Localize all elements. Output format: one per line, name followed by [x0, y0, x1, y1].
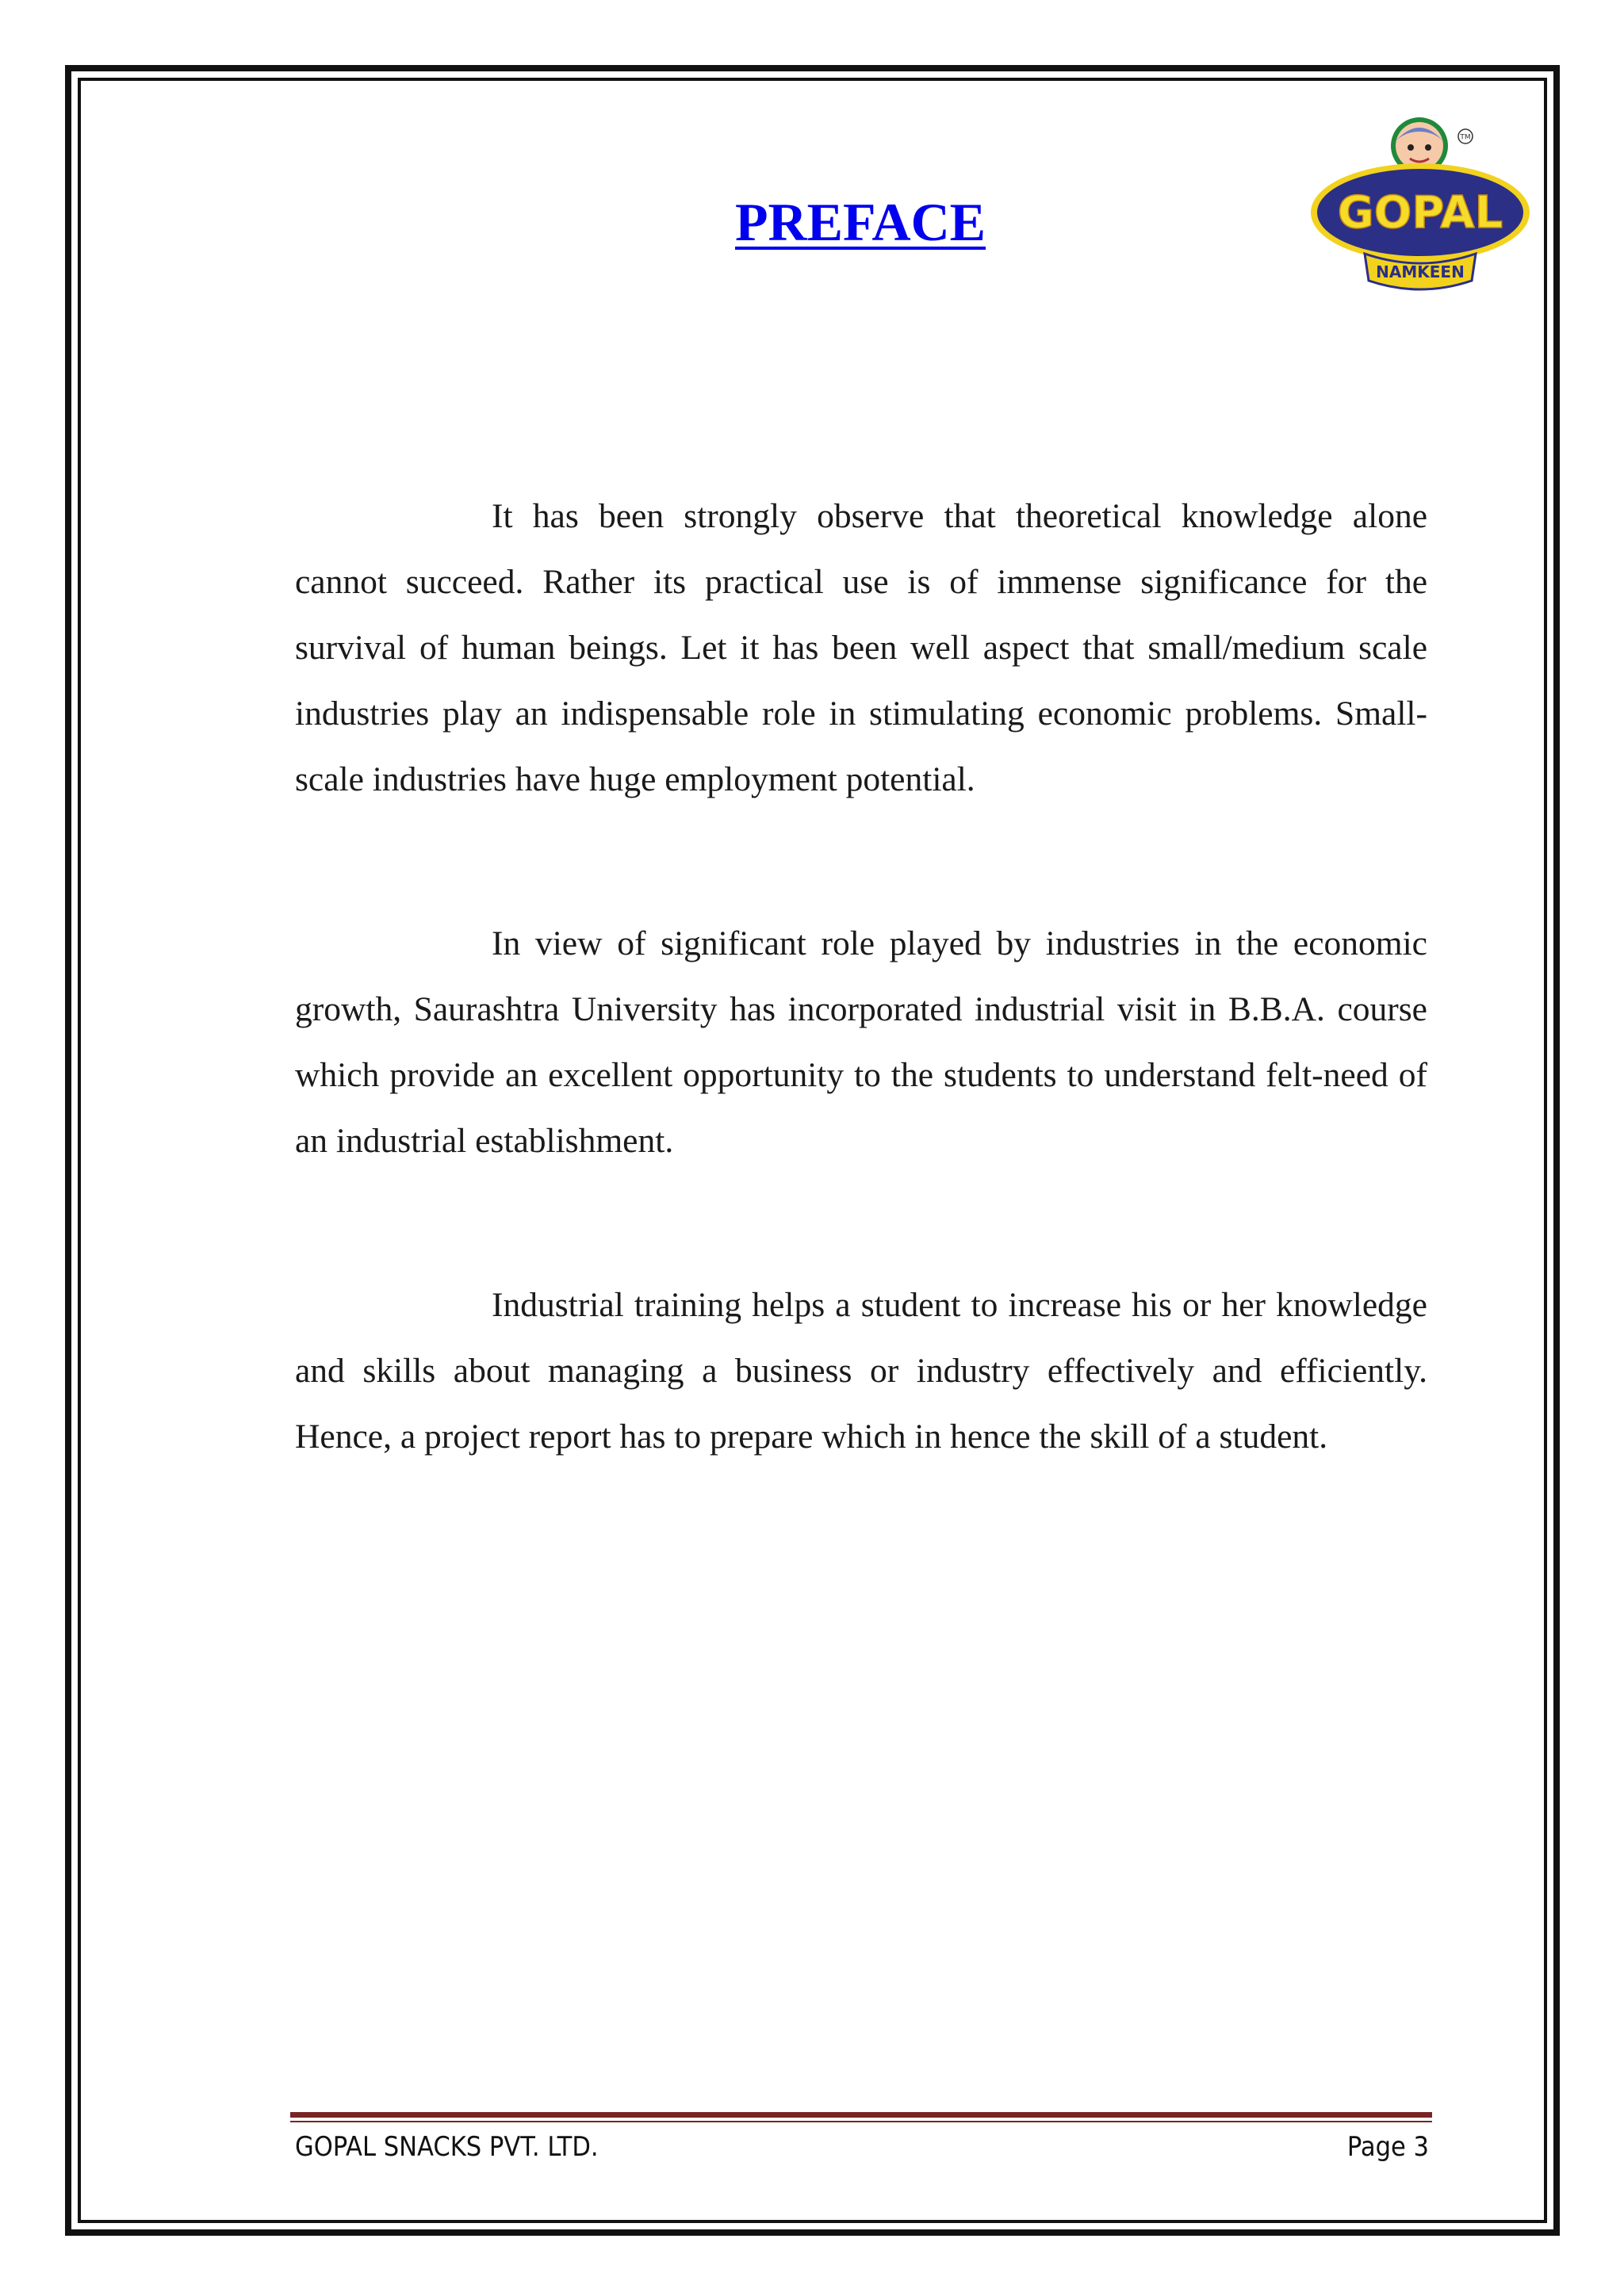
page-title: PREFACE	[734, 192, 986, 252]
preface-paragraph: It has been strongly observe that theoretical knowledge alone cannot succeed. Rather its practical use is of immense significance for the survival of human beings. Let it has been well aspect that small/medium scale industries play an indispensable role in stimulating economic problems. Small-scale industries have huge employment potential.	[295, 497, 1427, 798]
gopal-namkeen-logo	[1307, 111, 1534, 293]
footer-page-number: Page 3	[1346, 2131, 1429, 2163]
preface-paragraph: In view of significant role played by industries in the economic growth, Saurashtra University has incorporated industrial visit in B.B.A. course which provide an excellent opportunity to the students to understand felt-need of an industrial establishment.	[295, 924, 1427, 1160]
preface-body	[295, 484, 1427, 1470]
preface-paragraph: Industrial training helps a student to increase his or her knowledge and skills about managing a business or industry effectively and efficiently. Hence, a project report has to prepare which in hence the skill of a student.	[295, 1286, 1427, 1456]
logo-brand-text: GOPAL	[1337, 187, 1503, 239]
logo-subtitle-text: NAMKEEN	[1376, 262, 1465, 281]
footer-rule-thin	[290, 2121, 1432, 2122]
footer-rule	[290, 2112, 1432, 2118]
footer-company: GOPAL SNACKS PVT. LTD.	[295, 2131, 599, 2163]
logo-trademark-text: TM	[1460, 133, 1471, 142]
